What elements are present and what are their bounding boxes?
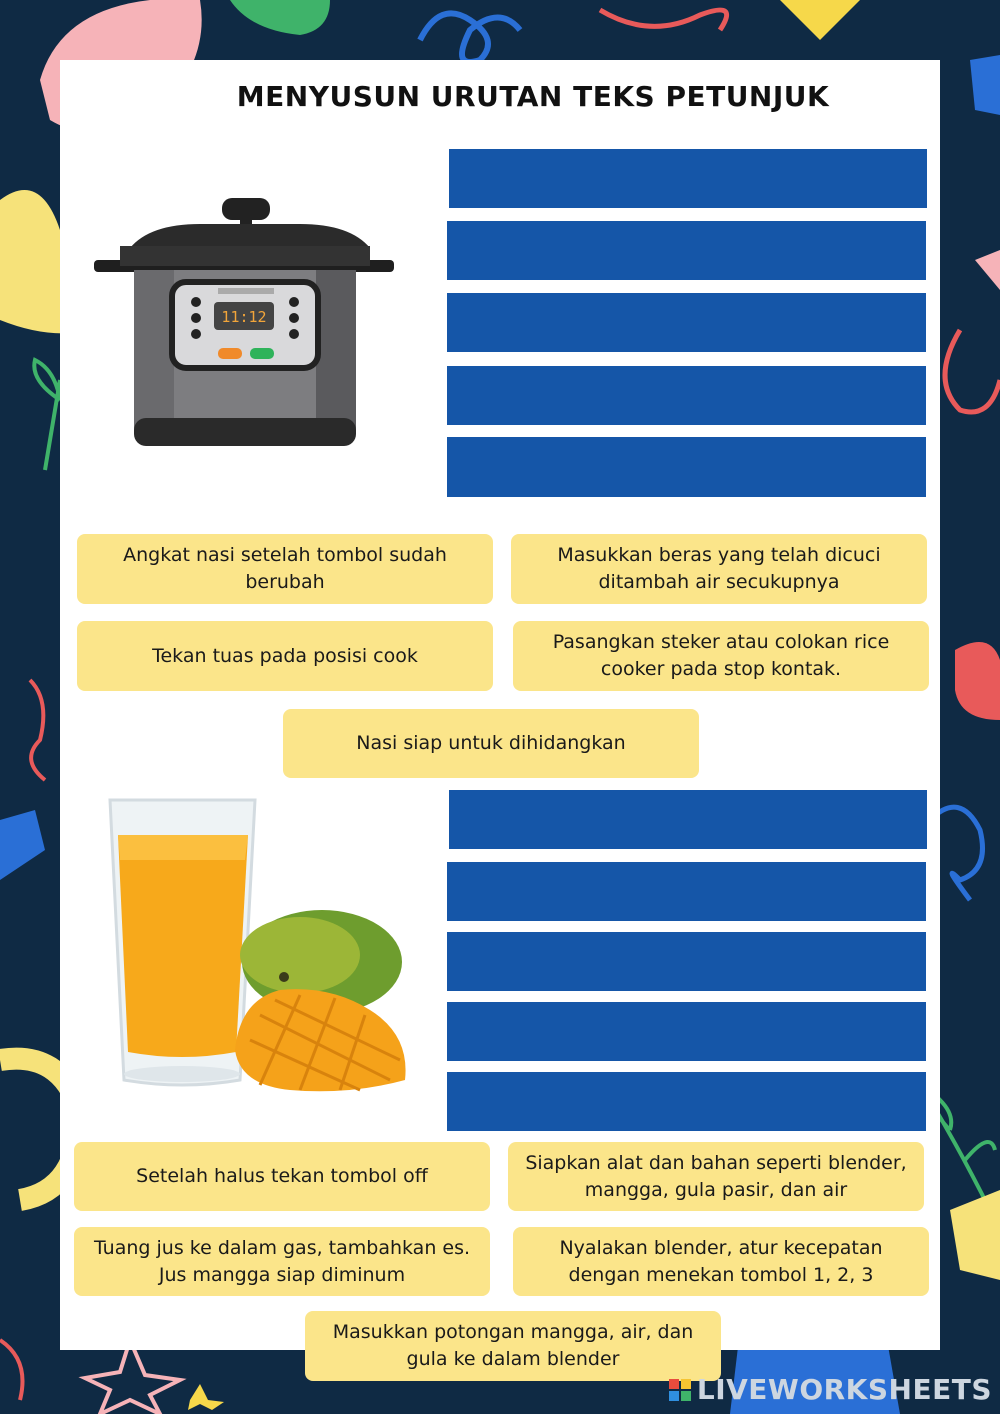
red-blob-right xyxy=(955,642,1000,720)
rice-answer-slot-1[interactable] xyxy=(449,149,927,208)
yellow-star xyxy=(188,1384,224,1410)
page-title: MENYUSUN URUTAN TEKS PETUNJUK xyxy=(236,80,830,113)
cooker-orange-button xyxy=(218,348,242,359)
juice-step-card[interactable]: Nyalakan blender, atur kecepatan dengan menekan tombol 1, 2, 3 xyxy=(513,1227,929,1296)
red-loop-right xyxy=(945,330,1000,412)
blue-swirl xyxy=(420,13,520,62)
liveworksheets-logo-icon xyxy=(669,1379,691,1401)
rice-answer-slot-5[interactable] xyxy=(447,437,926,497)
juice-step-card[interactable]: Setelah halus tekan tombol off xyxy=(74,1142,490,1211)
watermark-text: LIVEWORKSHEETS xyxy=(696,1373,992,1406)
green-blob xyxy=(230,0,330,35)
rice-step-card[interactable]: Pasangkan steker atau colokan rice cooker pada stop kontak. xyxy=(513,621,929,691)
yellow-triangle xyxy=(780,0,860,40)
rice-answer-slot-3[interactable] xyxy=(447,293,926,352)
red-bottom-left xyxy=(0,1340,23,1400)
juice-answer-slot-3[interactable] xyxy=(447,932,926,991)
yellow-blob-right xyxy=(950,1190,1000,1280)
juice xyxy=(118,835,248,1057)
liveworksheets-watermark xyxy=(669,1373,992,1406)
rice-step-card[interactable]: Tekan tuas pada posisi cook xyxy=(77,621,493,691)
rice-cooker-illustration xyxy=(90,190,410,460)
cooker-lid xyxy=(130,224,370,248)
rice-answer-slot-2[interactable] xyxy=(447,221,926,280)
cooker-green-button xyxy=(250,348,274,359)
cooker-base xyxy=(134,418,356,446)
rice-step-card[interactable]: Masukkan beras yang telah dicuci ditambah air secukupnya xyxy=(511,534,927,604)
red-curl-left xyxy=(30,680,45,780)
rice-answer-slot-4[interactable] xyxy=(447,366,926,425)
mango-juice-illustration xyxy=(100,790,420,1110)
juice-answer-slot-2[interactable] xyxy=(447,862,926,921)
pink-square-right xyxy=(975,250,1000,290)
rice-step-card[interactable]: Nasi siap untuk dihidangkan xyxy=(283,709,699,778)
juice-answer-slot-5[interactable] xyxy=(447,1072,926,1131)
pink-star xyxy=(85,1340,180,1414)
juice-step-card[interactable]: Siapkan alat dan bahan seperti blender, mangga, gula pasir, dan air xyxy=(508,1142,924,1211)
cooker-display-time: 11:12 xyxy=(221,308,267,326)
red-scribble xyxy=(600,10,727,30)
juice-step-card[interactable]: Masukkan potongan mangga, air, dan gula ke dalam blender xyxy=(305,1311,721,1381)
juice-step-card[interactable]: Tuang jus ke dalam gas, tambahkan es. Jus mangga siap diminum xyxy=(74,1227,490,1296)
blue-rect-left xyxy=(0,810,45,880)
juice-answer-slot-1[interactable] xyxy=(449,790,927,849)
rice-step-card[interactable]: Angkat nasi setelah tombol sudah berubah xyxy=(77,534,493,604)
juice-answer-slot-4[interactable] xyxy=(447,1002,926,1061)
